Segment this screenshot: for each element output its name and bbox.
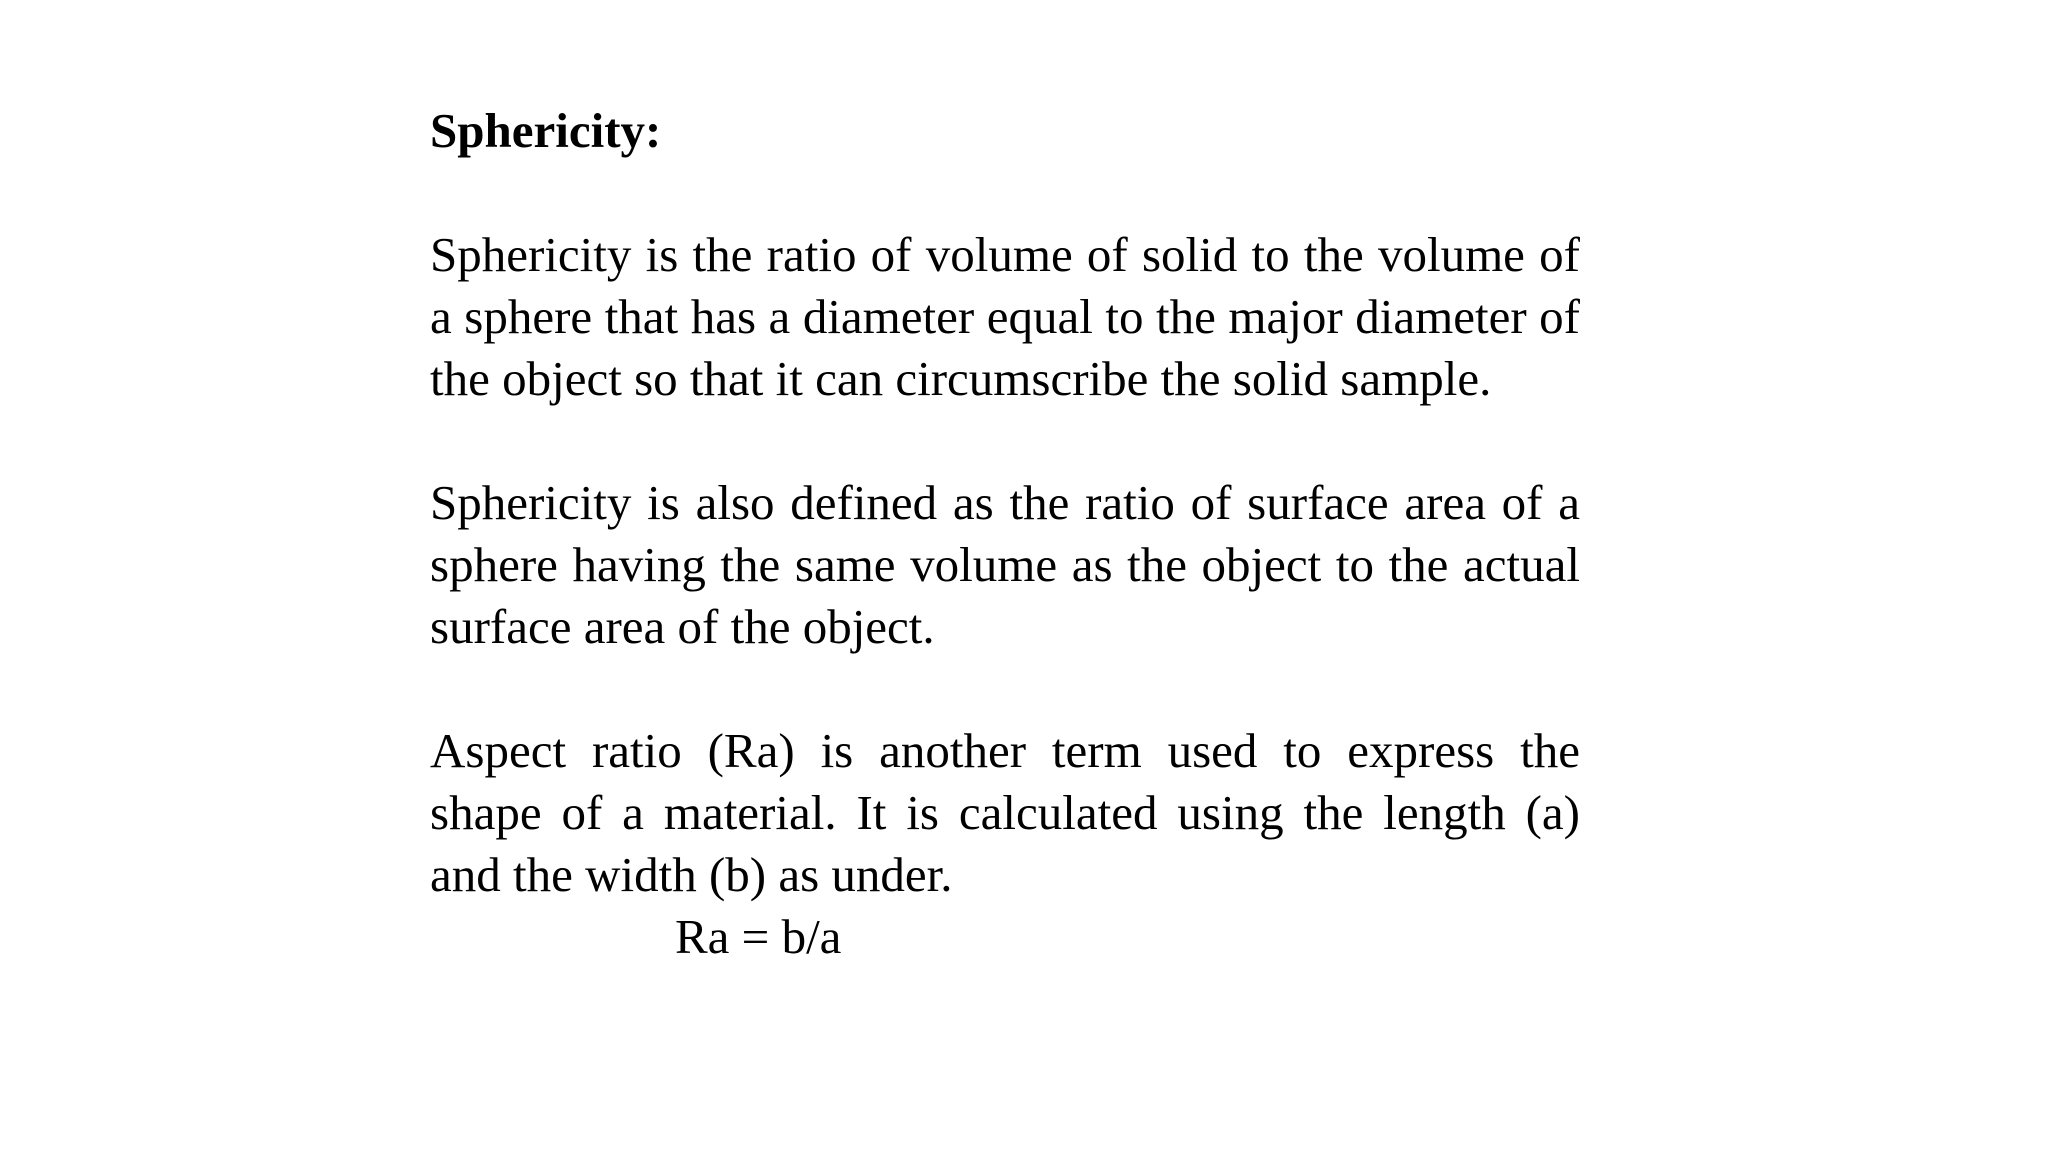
text-block [430, 100, 1580, 968]
formula-aspect-ratio: Ra = b/a [675, 909, 842, 964]
paragraph-aspect-ratio: Aspect ratio (Ra) is another term used to express the shape of a material. It is calculated using the length (a) and the width (b) as under. [430, 723, 1580, 902]
paragraph-alternate-definition: Sphericity is also defined as the ratio of surface area of a sphere having the same volume as the object to the actual surface area of the object. [430, 475, 1580, 654]
paragraph-definition: Sphericity is the ratio of volume of solid to the volume of a sphere that has a diameter equal to the major diameter of the object so that it can circumscribe the solid sample. [430, 227, 1580, 406]
page-title: Sphericity: [430, 103, 662, 158]
